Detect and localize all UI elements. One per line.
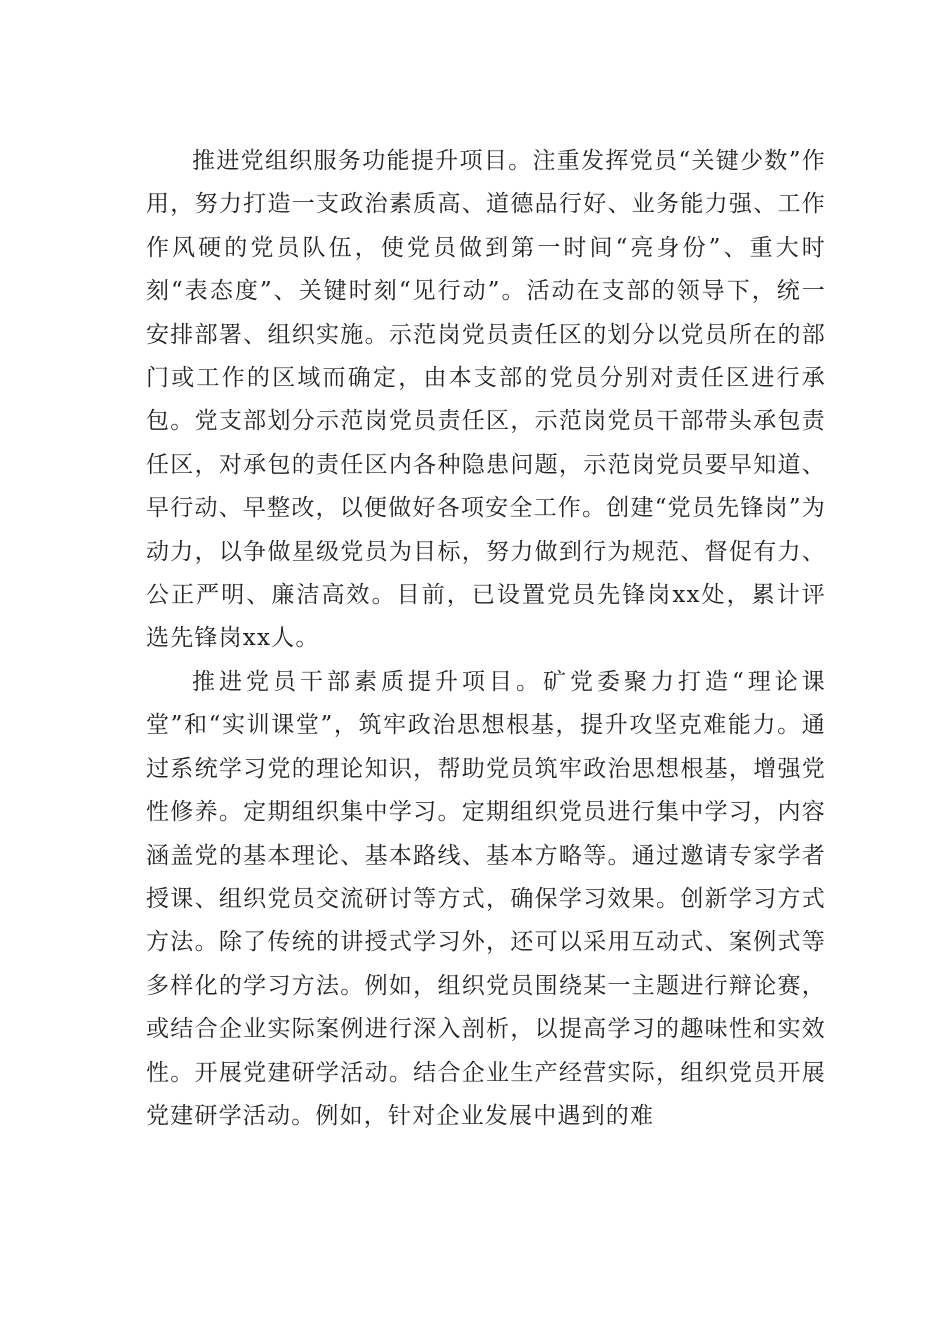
paragraph-service-function: 推进党组织服务功能提升项目。注重发挥党员“关键少数”作用，努力打造一支政治素质高、道德品行好、业务能力强、工作作风硬的党员队伍，使党员做到第一时间“亮身份”、重大时刻“表态度”、关键时刻“见行动”。活动在支部的领导下，统一安排部署、组织实施。示范岗党员责任区的划分以党员所在的部门或工作的区域而确定，由本支部的党员分别对责任区进行承包。党支部划分示范岗党员责任区，示范岗党员干部带头承包责任区，对承包的责任区内各种隐患问题，示范岗党员要早知道、早行动、早整改，以便做好各项安全工作。创建“党员先锋岗”为动力，以争做星级党员为目标，努力做到行为规范、督促有力、公正严明、廉洁高效。目前，已设置党员先锋岗xx处，累计评选先锋岗xx人。 <box>146 148 826 652</box>
paragraph-cadre-quality: 推进党员干部素质提升项目。矿党委聚力打造“理论课堂”和“实训课堂”，筑牢政治思想根基，提升攻坚克难能力。通过系统学习党的理论知识，帮助党员筑牢政治思想根基，增强党性修养。定期组织集中学习。定期组织党员进行集中学习，内容涵盖党的基本理论、基本路线、基本方略等。通过邀请专家学者授课、组织党员交流研讨等方式，确保学习效果。创新学习方式方法。除了传统的讲授式学习外，还可以采用互动式、案例式等多样化的学习方法。例如，组织党员围绕某一主题进行辩论赛，或结合企业实际案例进行深入剖析，以提高学习的趣味性和实效性。开展党建研学活动。结合企业生产经营实际，组织党员开展党建研学活动。例如，针对企业发展中遇到的难 <box>146 668 826 1129</box>
document-body <box>146 140 826 1138</box>
